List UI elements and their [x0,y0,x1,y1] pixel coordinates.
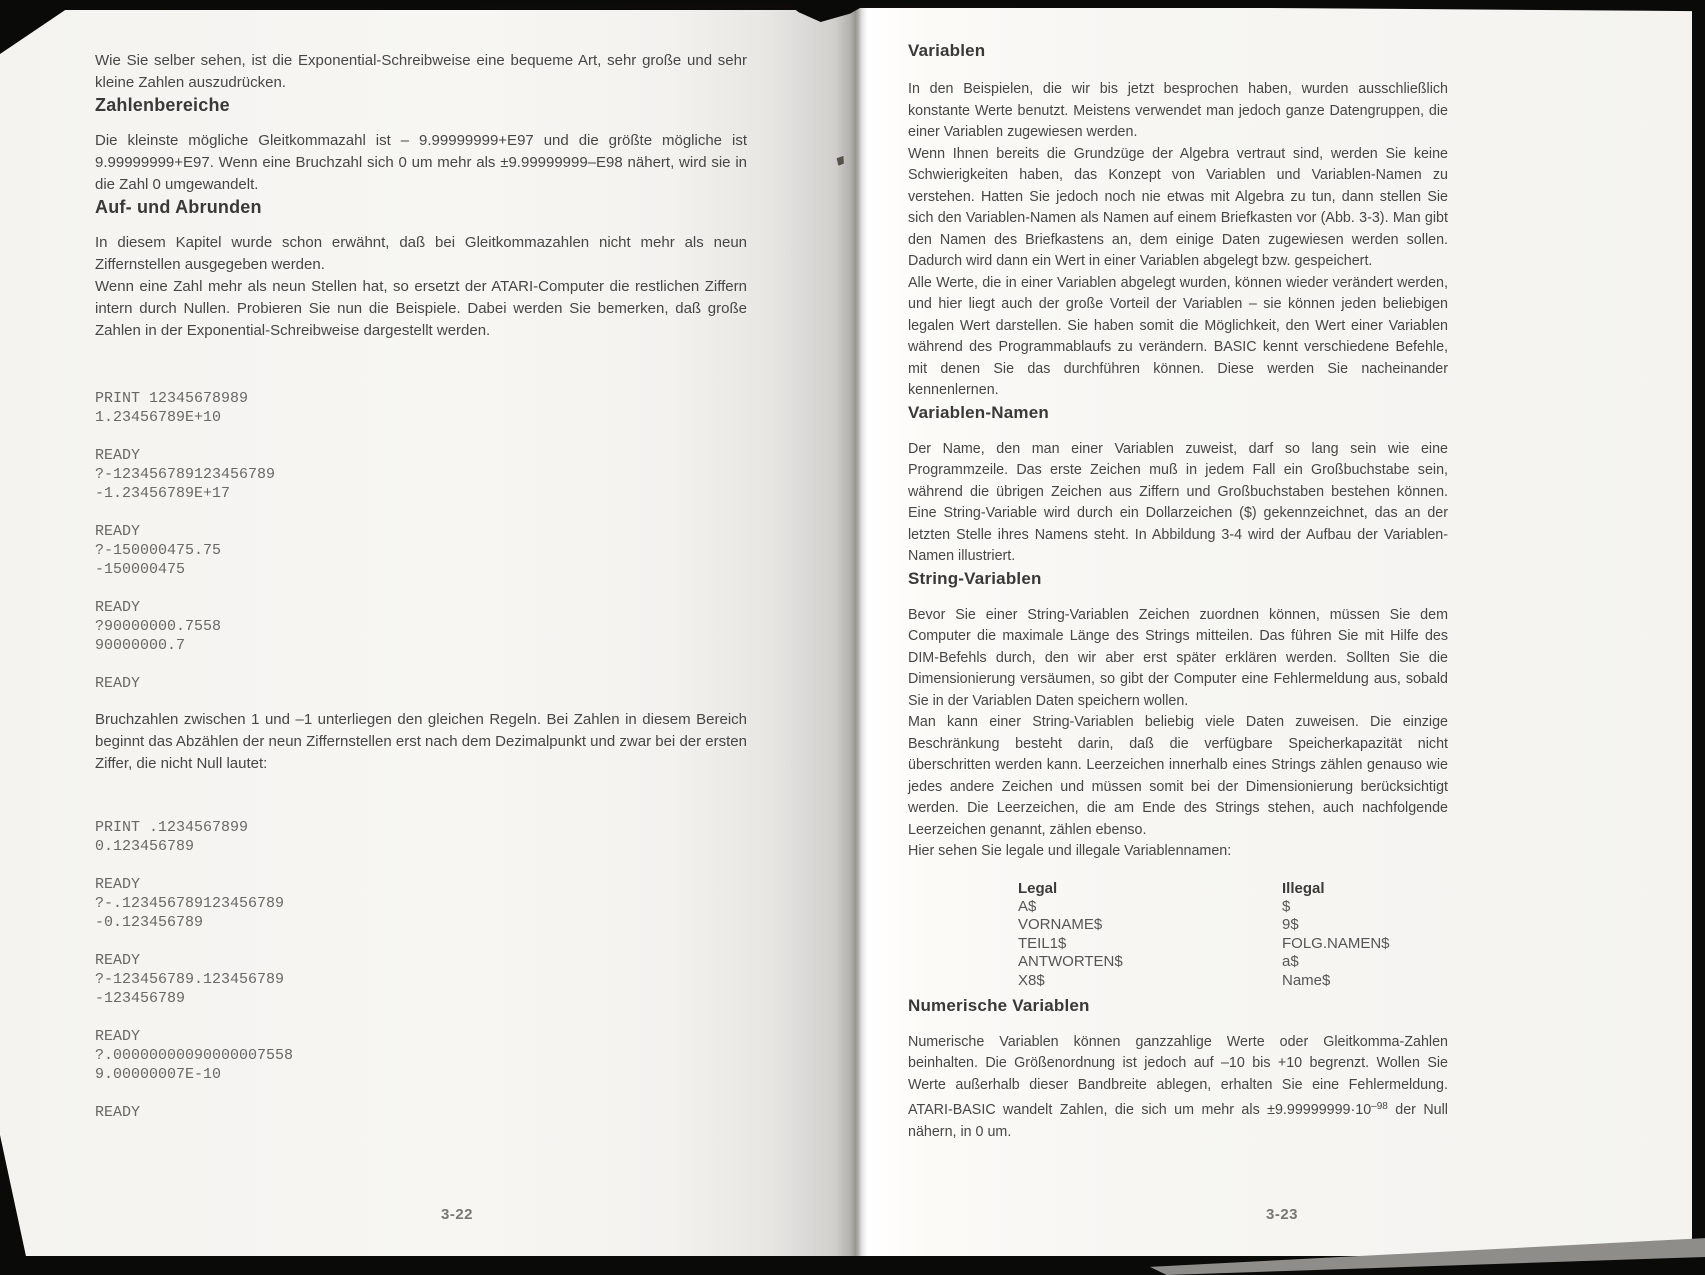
code-line: READY [95,952,141,969]
section-heading-variablen: Variablen [908,41,986,60]
illegal-names-column [1282,879,1390,991]
page-right [856,8,1694,1264]
illegal-variable-name: a$ [1282,953,1299,970]
variable-names-table [908,879,1448,995]
string-variablen-paragraph-1: Bevor Sie einer String-Variablen Zeichen zuordnen können, müssen Sie dem Computer die maximale Länge des Strings mitteilen. Das führen Sie mit Hilfe des DIM-Befehls durch, den wir aber erst später erklären werden. Sollten Sie die Dimensionierung versäumen, so gibt der Computer eine Fehlermeldung aus, sobald Sie in der Variablen Daten speichern wollen. [908,606,1448,709]
aufrunden-paragraph-2: Wenn eine Zahl mehr als neun Stellen hat, so ersetzt der ATARI-Computer die restlichen Ziffern intern durch Nullen. Probieren Sie nun die Beispiele. Dabei werden Sie bemerken, daß große Zahlen in der Exponential-Schreibweise dargestellt werden. [95,278,747,339]
page-number-left: 3-22 [440,1206,474,1223]
code-line: -1.23456789E+17 [95,485,231,502]
code-line: READY [95,447,141,464]
code-line: PRINT .1234567899 [95,819,249,836]
intro-paragraph: Wie Sie selber sehen, ist die Exponential-Schreibweise eine bequeme Art, sehr große und sehr kleine Zahlen auszudrücken. [95,52,747,91]
legal-names-list [1018,898,1123,991]
illegal-variable-name: Name$ [1282,971,1331,989]
code-line [95,503,747,522]
numerische-text-part1: Numerische Variablen können ganzzahlige Werte oder Gleitkomma-Zahlen beinhalten. Die Größenordnung ist jedoch auf –10 bis +10 begrenzt. Wollen Sie Werte außerhalb dieser Bandbreite ablegen, erhalten Sie eine Fehlermeldung. ATARI-BASIC wandelt Zahlen, die sich um mehr als ±9.99999999·10 [908,1033,1448,1118]
code-line: -150000475 [95,561,186,578]
illegal-variable-name: FOLG.NAMEN$ [1282,934,1390,952]
legal-names-column [1018,879,1123,991]
code-line: 90000000.7 [95,637,186,654]
section-heading-zahlenbereiche: Zahlenbereiche [95,95,230,115]
illegal-column-header: Illegal [1282,879,1325,897]
code-line: ?-123456789123456789 [95,466,276,483]
code-line [95,427,747,446]
numerische-variablen-paragraph [908,1032,1448,1144]
legal-variable-name: X8$ [1018,971,1045,989]
code-line [95,932,747,951]
variablen-paragraph-2: Wenn Ihnen bereits die Grundzüge der Algebra vertraut sind, werden Sie keine Schwierigkeiten haben, das Konzept von Variablen und Variablen-Namen zu verstehen. Hatten Sie jedoch noch nie etwas mit Algebra zu tun, dann stellen Sie sich den Variablen-Namen als Namen auf einem Briefkasten vor (Abb. 3-3). Man gibt den Namen des Briefkastens an, dem einige Daten zugewiesen werden sollen. Dadurch wird dann ein Wert in einer Variablen abgelegt bzw. gespeichert. [908,145,1448,269]
string-variablen-paragraph-3: Hier sehen Sie legale und illegale Variablennamen: [908,843,1232,859]
code-line [95,856,747,875]
code-line: READY [95,876,141,893]
code-line: ?-150000475.75 [95,542,222,559]
code-line: READY [95,675,141,692]
variablen-paragraph-1: In den Beispielen, die wir bis jetzt besprochen haben, wurden ausschließlich konstante Werte benutzt. Meistens verwendet man jedoch ganze Datengruppen, die einer Variablen zugewiesen werden. [908,81,1448,140]
code-line: READY [95,1104,141,1121]
code-line [95,1008,747,1027]
zahlenbereiche-paragraph: Die kleinste mögliche Gleitkommazahl ist – 9.99999999+E97 und die größte mögliche ist 9.99999999+E97. Wenn eine Bruchzahl sich 0 um mehr als ±9.99999999–E98 nähert, wird sie in die Zahl 0 umgewandelt. [95,132,747,193]
code-line: ?.00000000090000007558 [95,1047,294,1064]
code-line: 1.23456789E+10 [95,409,222,426]
illegal-variable-name: $ [1282,897,1291,915]
legal-variable-name: TEIL1$ [1018,934,1067,952]
aufrunden-paragraph-1: In diesem Kapitel wurde schon erwähnt, daß bei Gleitkommazahlen nicht mehr als neun Ziffernstellen ausgegeben werden. [95,234,747,273]
section-heading-string-variablen: String-Variablen [908,568,1042,588]
left-page-content [95,50,747,1122]
code-line: ?90000000.7558 [95,618,222,635]
code-line [95,579,747,598]
legal-variable-name: ANTWORTEN$ [1018,953,1123,970]
code-line: READY [95,599,141,616]
section-heading-variablen-namen: Variablen-Namen [908,402,1049,422]
code-line: READY [95,1028,141,1045]
page-number-right: 3-23 [1265,1206,1299,1223]
basic-code-listing-1 [95,389,747,693]
code-line: READY [95,523,141,540]
legal-variable-name: A$ [1018,897,1037,915]
exponent-superscript: –98 [1371,1101,1388,1112]
illegal-variable-name: 9$ [1282,916,1299,933]
code-line: -123456789 [95,990,186,1007]
legal-variable-name: VORNAME$ [1018,916,1103,933]
right-page-content [908,40,1448,1143]
numerische-text-part2: der Null nähern, in 0 um. [908,1102,1448,1140]
code-line: PRINT 12345678989 [95,390,249,407]
illegal-names-list [1282,898,1390,991]
code-line: -0.123456789 [95,914,204,931]
code-line [95,655,747,674]
basic-code-listing-2 [95,818,747,1122]
code-line: ?-.123456789123456789 [95,895,285,912]
section-heading-numerische-variablen: Numerische Variablen [908,995,1090,1015]
string-variablen-paragraph-2: Man kann einer String-Variablen beliebig viele Daten zuweisen. Die einzige Beschränkung besteht darin, daß die verfügbare Speicherkapazität nicht überschritten werden kann. Leerzeichen innerhalb eines Strings zählen genauso wie jedes andere Zeichen und müssen somit bei der Dimensionierung berücksichtigt werden. Die Leerzeichen, die am Ende des Strings stehen, auch nachfolgende Leerzeichen genannt, zählen ebenso. [908,714,1448,838]
page-left [0,10,856,1260]
section-heading-auf-und-abrunden: Auf- und Abrunden [95,197,262,217]
code-line: ?-123456789.123456789 [95,971,285,988]
legal-column-header: Legal [1018,879,1058,897]
code-line [95,1084,747,1103]
bruchzahlen-paragraph: Bruchzahlen zwischen 1 und –1 unterliegen den gleichen Regeln. Bei Zahlen in diesem Bereich beginnt das Abzählen der neun Ziffernstellen erst nach dem Dezimalpunkt und zwar bei der ersten Ziffer, die nicht Null lautet: [95,711,747,772]
code-line: 9.00000007E-10 [95,1066,222,1083]
variablen-namen-paragraph: Der Name, den man einer Variablen zuweist, darf so lang sein wie eine Programmzeile. Das erste Zeichen muß in jedem Fall ein Großbuchstabe sein, während die übrigen Zeichen aus Ziffern und Großbuchstaben bestehen können. Eine String-Variable wird durch ein Dollarzeichen ($) gekennzeichnet, das an der letzten Stelle ihres Namens steht. In Abbildung 3-4 wird der Aufbau der Variablen-Namen illustriert. [908,440,1448,564]
variablen-paragraph-3: Alle Werte, die in einer Variablen abgelegt wurden, können wieder verändert werden, und hier liegt auch der große Vorteil der Variablen – sie können jeden beliebigen legalen Wert darstellen. Sie haben somit die Möglichkeit, den Wert einer Variablen während des Programmablaufs zu verändern. BASIC kennt verschiedene Befehle, mit denen Sie das durchführen können. Diese werden Sie nacheinander kennenlernen. [908,274,1448,398]
code-line: 0.123456789 [95,838,195,855]
